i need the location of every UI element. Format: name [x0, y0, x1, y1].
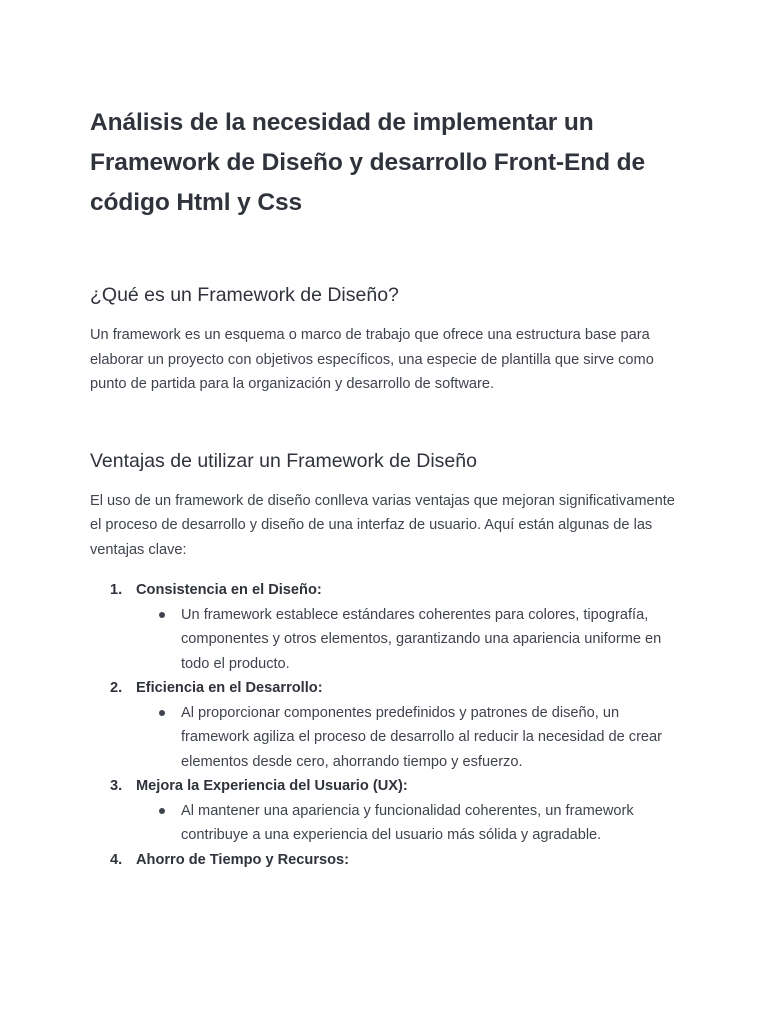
- document-title: Análisis de la necesidad de implementar un Framework de Diseño y desarrollo Front-End de código Html y Css: [90, 109, 646, 216]
- sub-list: [136, 799, 678, 848]
- sub-list: [136, 701, 678, 775]
- section-heading-what-is: ¿Qué es un Framework de Diseño?: [90, 284, 399, 306]
- list-item: [90, 578, 678, 676]
- list-item-title: Eficiencia en el Desarrollo:: [136, 680, 323, 696]
- list-item-number: 1.: [110, 582, 123, 598]
- list-item-title: Ahorro de Tiempo y Recursos:: [136, 851, 350, 868]
- section-heading-advantages: Ventajas de utilizar un Framework de Diseño: [90, 449, 477, 472]
- list-item-title: Consistencia en el Diseño:: [136, 582, 322, 598]
- section-paragraph-what-is: Un framework es un esquema o marco de trabajo que ofrece una estructura base para elaborar un proyecto con objetivos específicos, una especie de plantilla que sirve como punto de partida para la organización y desarrollo de software.: [90, 327, 654, 392]
- sub-list: [136, 603, 678, 677]
- bullet-icon: [159, 612, 165, 618]
- list-item-title: Mejora la Experiencia del Usuario (UX):: [136, 778, 408, 794]
- sub-list-item: [136, 603, 678, 677]
- sub-list-item-text: Un framework establece estándares coherentes para colores, tipografía, componentes y otros elementos, garantizando una apariencia uniforme en todo el producto.: [181, 606, 662, 672]
- bullet-icon: [159, 710, 165, 716]
- section-paragraph-advantages: El uso de un framework de diseño conlleva varias ventajas que mejoran significativamente el proceso de desarrollo y diseño de una interfaz de usuario. Aquí están algunas de las ventajas clave:: [90, 492, 675, 558]
- list-item: [90, 774, 678, 848]
- list-item: [90, 676, 678, 774]
- sub-list-item: [136, 701, 678, 775]
- list-item-number: 2.: [110, 680, 123, 696]
- sub-list-item-text: Al mantener una apariencia y funcionalidad coherentes, un framework contribuye a una experiencia del usuario más sólida y agradable.: [181, 802, 634, 843]
- list-item: [90, 848, 678, 873]
- advantages-list: [90, 578, 678, 872]
- bullet-icon: [159, 808, 165, 814]
- sub-list-item-text: Al proporcionar componentes predefinidos y patrones de diseño, un framework agiliza el proceso de desarrollo al reducir la necesidad de crear elementos desde cero, ahorrando tiempo y esfuerzo.: [181, 704, 663, 770]
- list-item-number: 4.: [110, 851, 123, 868]
- sub-list-item: [136, 799, 678, 848]
- list-item-number: 3.: [110, 778, 123, 794]
